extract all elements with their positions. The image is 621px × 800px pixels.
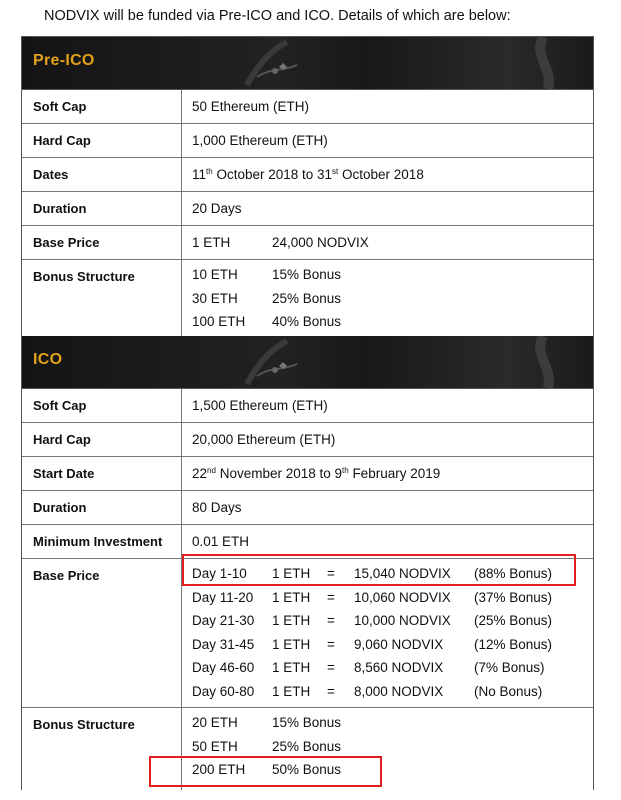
row-value: 50 Ethereum (ETH) xyxy=(192,99,310,114)
bonus-percent: 15% Bonus xyxy=(272,267,342,282)
price-equals: = xyxy=(327,613,335,628)
decorative-figure-icon xyxy=(227,37,347,89)
highlight-box-day1 xyxy=(182,554,576,586)
bonus-line xyxy=(192,267,593,291)
row-label: Base Price xyxy=(22,226,182,259)
price-bonus: (88% Bonus) xyxy=(474,566,553,581)
row-label: Soft Cap xyxy=(22,90,182,123)
decorative-figure-icon xyxy=(227,336,347,388)
decorative-glow-icon xyxy=(473,37,593,89)
row-label: Duration xyxy=(22,192,182,225)
price-day: Day 11-20 xyxy=(192,589,254,605)
price-nodvix: 8,000 NODVIX xyxy=(354,683,444,699)
date-suffix: nd xyxy=(207,466,216,475)
price-eth: 1 ETH xyxy=(272,589,311,605)
price-nodvix: 24,000 NODVIX xyxy=(272,235,369,250)
price-eth: 1 ETH xyxy=(272,636,311,652)
row-value xyxy=(182,226,593,259)
bonus-amount: 50 ETH xyxy=(192,738,238,754)
row-value: 20 Days xyxy=(192,201,242,216)
price-bonus: (7% Bonus) xyxy=(474,660,545,675)
price-eth: 1 ETH xyxy=(272,683,311,699)
price-eth: 1 ETH xyxy=(192,235,231,250)
ico-hard-cap-row xyxy=(22,423,593,457)
price-equals: = xyxy=(327,683,335,699)
bonus-percent: 25% Bonus xyxy=(272,290,342,306)
ico-header xyxy=(22,336,593,389)
bonus-line xyxy=(192,314,593,338)
price-equals: = xyxy=(327,589,335,605)
date-part: February 2019 xyxy=(348,466,441,481)
row-value: 20,000 Ethereum (ETH) xyxy=(192,432,336,447)
pre-dates-row xyxy=(22,158,593,192)
price-day: Day 60-80 xyxy=(192,683,255,699)
ico-title: ICO xyxy=(33,351,63,368)
price-eth: 1 ETH xyxy=(272,566,311,581)
price-line xyxy=(192,637,593,661)
decorative-glow-icon xyxy=(473,336,593,388)
price-nodvix: 9,060 NODVIX xyxy=(354,636,444,652)
pre-ico-table xyxy=(21,36,594,338)
row-label: Bonus Structure xyxy=(22,708,182,790)
date-suffix: th xyxy=(342,466,349,475)
pre-hard-cap-row xyxy=(22,124,593,158)
ico-soft-cap-row xyxy=(22,389,593,423)
bonus-percent: 15% Bonus xyxy=(272,715,342,730)
bonus-amount: 20 ETH xyxy=(192,715,238,730)
bonus-amount: 10 ETH xyxy=(192,267,238,282)
row-label: Hard Cap xyxy=(22,423,182,456)
price-day: Day 46-60 xyxy=(192,660,255,675)
price-eth: 1 ETH xyxy=(272,660,311,675)
row-value: 0.01 ETH xyxy=(192,534,250,549)
price-day: Day 1-10 xyxy=(192,566,247,581)
row-label: Start Date xyxy=(22,457,182,490)
price-eth: 1 ETH xyxy=(272,613,311,628)
price-equals: = xyxy=(327,566,335,581)
ico-start-date-row xyxy=(22,457,593,491)
price-nodvix: 10,060 NODVIX xyxy=(354,589,451,605)
row-label: Bonus Structure xyxy=(22,260,182,337)
row-label: Soft Cap xyxy=(22,389,182,422)
bonus-percent: 25% Bonus xyxy=(272,738,342,754)
row-label: Dates xyxy=(22,158,182,191)
price-nodvix: 8,560 NODVIX xyxy=(354,660,444,675)
row-label: Hard Cap xyxy=(22,124,182,157)
highlight-box-200eth xyxy=(149,756,382,787)
row-value xyxy=(182,457,593,490)
price-bonus: (No Bonus) xyxy=(474,683,543,699)
price-bonus: (25% Bonus) xyxy=(474,613,553,628)
date-part: 11 xyxy=(192,167,207,182)
pre-base-price-row xyxy=(22,226,593,260)
price-bonus: (37% Bonus) xyxy=(474,589,553,605)
date-part: 22 xyxy=(192,466,208,481)
bonus-amount: 200 ETH xyxy=(192,762,246,777)
bonus-percent: 40% Bonus xyxy=(272,314,342,329)
date-part: November 2018 to 9 xyxy=(215,466,343,481)
row-value xyxy=(182,260,593,337)
date-part: October 2018 xyxy=(338,167,424,182)
pre-ico-title: Pre-ICO xyxy=(33,52,95,69)
row-label: Duration xyxy=(22,491,182,524)
row-label: Minimum Investment xyxy=(22,525,182,558)
row-value xyxy=(182,158,593,191)
date-suffix: st xyxy=(332,167,339,176)
bonus-amount: 30 ETH xyxy=(192,290,238,306)
ico-duration-row xyxy=(22,491,593,525)
price-equals: = xyxy=(327,636,335,652)
price-equals: = xyxy=(327,660,335,675)
date-suffix: th xyxy=(206,167,213,176)
intro-text: NODVIX will be funded via Pre-ICO and ICO. Details of which are below: xyxy=(44,8,511,24)
price-nodvix: 10,000 NODVIX xyxy=(354,613,451,628)
pre-soft-cap-row xyxy=(22,90,593,124)
price-nodvix: 15,040 NODVIX xyxy=(354,566,451,581)
price-line xyxy=(192,590,593,614)
pre-bonus-row xyxy=(22,260,593,338)
bonus-line xyxy=(192,291,593,315)
row-value: 1,000 Ethereum (ETH) xyxy=(192,133,328,148)
price-line xyxy=(192,684,593,708)
bonus-line xyxy=(192,715,593,739)
price-bonus: (12% Bonus) xyxy=(474,636,553,652)
bonus-amount: 100 ETH xyxy=(192,314,246,329)
date-part: October 2018 to 31 xyxy=(212,167,333,182)
price-day: Day 21-30 xyxy=(192,613,255,628)
row-value: 1,500 Ethereum (ETH) xyxy=(192,398,328,413)
row-value: 80 Days xyxy=(192,500,242,515)
bonus-percent: 50% Bonus xyxy=(272,762,342,777)
price-line xyxy=(192,660,593,684)
price-day: Day 31-45 xyxy=(192,636,255,652)
pre-ico-header xyxy=(22,37,593,90)
pre-duration-row xyxy=(22,192,593,226)
price-line xyxy=(192,613,593,637)
row-label: Base Price xyxy=(22,559,182,707)
